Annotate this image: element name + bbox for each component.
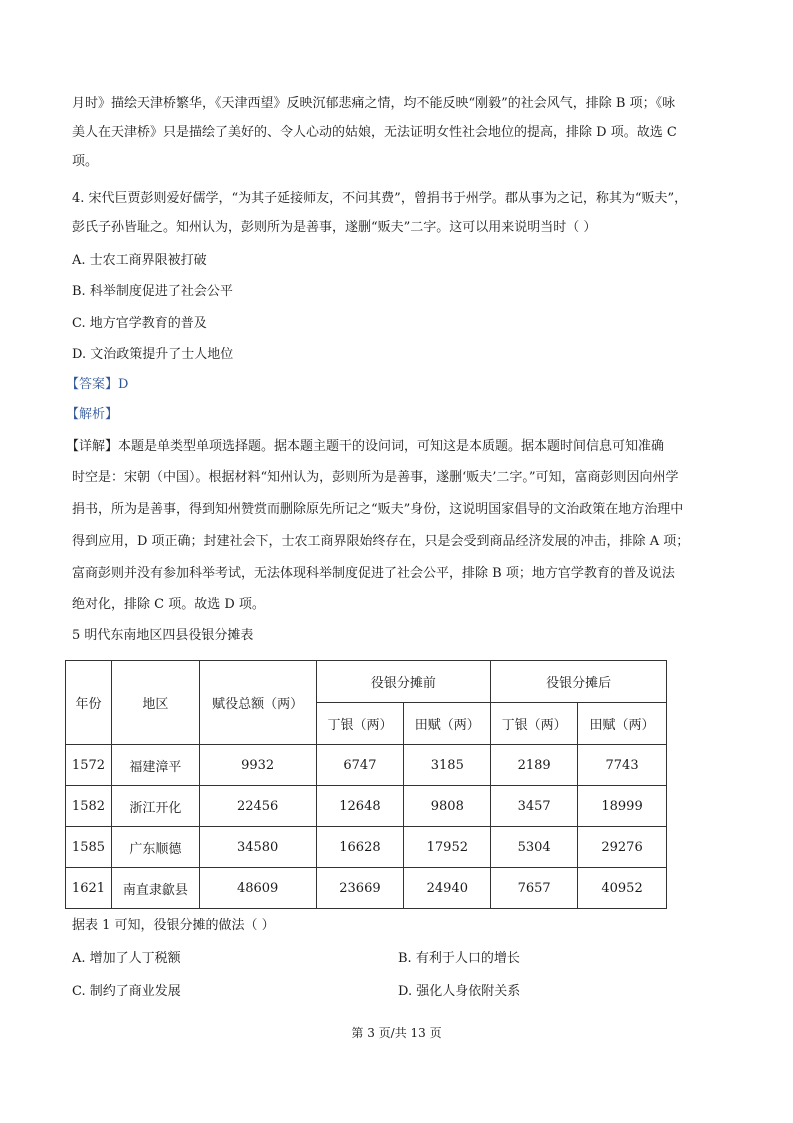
cell: 48609 [199, 868, 316, 909]
header-ding-silver: 丁银（两） [316, 703, 404, 745]
header-after: 役银分摊后 [491, 661, 667, 703]
cell: 3185 [404, 745, 491, 786]
cell: 9808 [404, 786, 491, 827]
cell: 7657 [491, 868, 578, 909]
analysis-detail-line: 捐书，所为是善事，得到知州赞赏而删除原先所记之“贩夫”身份，这说明国家倡导的文治政策在地方治理中 [72, 502, 684, 517]
cell: 1572 [66, 745, 112, 786]
cell: 广东顺德 [111, 827, 199, 868]
question-4-option-a: A. 士农工商界限被打破 [72, 253, 207, 268]
question-4-option-b: B. 科举制度促进了社会公平 [72, 284, 233, 299]
silver-allocation-table [65, 660, 667, 909]
cell: 16628 [316, 827, 404, 868]
question-4-stem: 彭氏子孙皆耻之。知州认为，彭则所为是善事，遂删“贩夫”二字。这可以用来说明当时（ ） [72, 220, 597, 235]
question-5-title: 5 明代东南地区四县役银分摊表 [72, 628, 254, 643]
table-row [66, 745, 667, 786]
cell: 2189 [491, 745, 578, 786]
analysis-detail-line: 富商彭则并没有参加科举考试，无法体现科举制度促进了社会公平，排除 B 项；地方官学教育的普及说法 [72, 566, 675, 581]
question-5-option-a: A. 增加了人丁税额 [72, 951, 181, 966]
cell: 1621 [66, 868, 112, 909]
analysis-detail-line: 时空是：宋朝（中国）。根据材料“知州认为，彭则所为是善事，遂删‘贩夫’二字。”可知，富商彭则因向州学 [72, 470, 679, 485]
question-4-option-c: C. 地方官学教育的普及 [72, 316, 207, 331]
question-4-option-d: D. 文治政策提升了士人地位 [72, 347, 234, 362]
cell: 1582 [66, 786, 112, 827]
header-total: 赋役总额（两） [199, 661, 316, 745]
analysis-detail-line: 得到应用，D 项正确；封建社会下，士农工商界限始终存在，只是会受到商品经济发展的冲击，排除 A 项； [72, 534, 690, 549]
cell: 29276 [578, 827, 667, 868]
question-4-stem: 4. 宋代巨贾彭则爱好儒学，“为其子延接师友，不问其费”，曾捐书于州学。郡从事为之记，称其为“贩夫”， [72, 191, 688, 206]
header-year: 年份 [66, 661, 112, 745]
cell: 南直隶歙县 [111, 868, 199, 909]
analysis-label: 【解析】 [66, 407, 119, 422]
text-line: 美人在天津桥》只是描绘了美好的、令人心动的姑娘，无法证明女性社会地位的提高，排除 D 项。故选 C [72, 125, 677, 140]
answer-label: 【答案】D [66, 377, 129, 392]
cell: 1585 [66, 827, 112, 868]
cell: 9932 [199, 745, 316, 786]
question-5-option-c: C. 制约了商业发展 [72, 984, 181, 999]
cell: 3457 [491, 786, 578, 827]
header-region: 地区 [111, 661, 199, 745]
cell: 24940 [404, 868, 491, 909]
header-land-tax: 田赋（两） [578, 703, 667, 745]
cell: 18999 [578, 786, 667, 827]
page-footer: 第 3 页/共 13 页 [351, 1026, 442, 1040]
header-ding-silver: 丁银（两） [491, 703, 578, 745]
analysis-detail-line: 【详解】本题是单类型单项选择题。据本题主题干的设问词，可知这是本质题。据本题时间信息可知准确 [66, 439, 665, 454]
question-5-option-b: B. 有利于人口的增长 [398, 951, 520, 966]
table-row [66, 868, 667, 909]
cell: 22456 [199, 786, 316, 827]
question-5-option-d: D. 强化人身依附关系 [398, 984, 521, 999]
header-before: 役银分摊前 [316, 661, 491, 703]
text-line: 月时》描绘天津桥繁华，《天津西望》反映沉郁悲痛之情，均不能反映“刚毅”的社会风气，排除 B 项；《咏 [72, 96, 676, 111]
cell: 12648 [316, 786, 404, 827]
cell: 23669 [316, 868, 404, 909]
cell: 34580 [199, 827, 316, 868]
cell: 6747 [316, 745, 404, 786]
cell: 5304 [491, 827, 578, 868]
text-line: 项。 [72, 154, 99, 169]
question-5-stem: 据表 1 可知，役银分摊的做法（ ） [72, 918, 275, 933]
table-row [66, 786, 667, 827]
cell: 40952 [578, 868, 667, 909]
cell: 7743 [578, 745, 667, 786]
table-row [66, 827, 667, 868]
cell: 福建漳平 [111, 745, 199, 786]
analysis-detail-line: 绝对化，排除 C 项。故选 D 项。 [72, 597, 265, 612]
cell: 浙江开化 [111, 786, 199, 827]
header-land-tax: 田赋（两） [404, 703, 491, 745]
cell: 17952 [404, 827, 491, 868]
